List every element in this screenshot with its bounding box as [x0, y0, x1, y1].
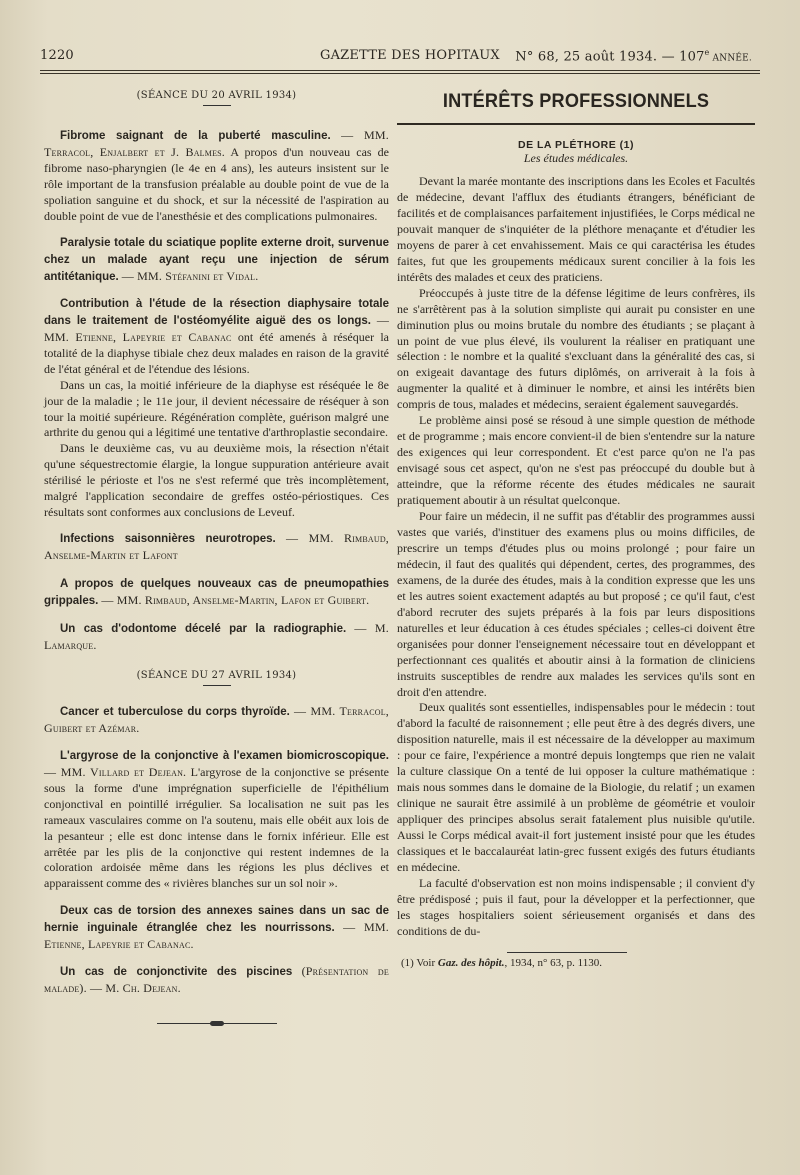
journal-title: GAZETTE DES HOPITAUX: [320, 48, 500, 63]
article-body: [397, 174, 755, 940]
page-number: 1220: [40, 48, 74, 63]
issue-info: N° 68, 25 août 1934. — 107e ANNÉE.: [515, 48, 752, 65]
session-heading-2: (SÉANCE DU 27 AVRIL 1934): [136, 670, 297, 682]
header-rule-bottom: [40, 73, 760, 74]
item-text: A propos d'un nouveau cas de fibrome naso-pharyngien (le 4e en 4 ans), les auteurs insistent sur le rôle important de la transfusion préalable au double point de vue de la spoliation sanguine et du shock, et sur la nécessité de l'aspiration au double point de vue de l'anesthésie et des complications pulmonaires.: [44, 144, 389, 223]
article-paragraph: Pour faire un médecin, il ne suffit pas d'établir des programmes aussi vastes que variés, d'instituer des examens plus ou moins difficiles, de prescrire un temps d'études plus ou moins prolongé ; pour faire un médecin, il faut des qualités qui dépendent, certes, des programmes, des examens, de la durée des études, mais à la condition expresse que les uns et les autres soient exactement adaptés au but proposé ; ce qu'il faut, c'est d'abord recruter des sujets préparés à la fois par leurs dispositions naturelles et leur éducation à ces études spéciales ; celles-ci doivent être organisées pour donner l'enseignement nécessaire tout en développant et perfectionnant ces qualités et aboutir ainsi à la formation de cliniciens instruits susceptibles de rendre aux malades les services qu'ils sont en droit d'en attendre.: [397, 509, 755, 699]
rubric-title: INTÉRÊTS PROFESSIONNELS: [442, 90, 710, 112]
item-authors: — MM. Stéfanini et Vidal.: [121, 269, 259, 284]
session-item: [44, 903, 389, 953]
left-column: [44, 84, 389, 1028]
session-item: [44, 621, 389, 654]
item-authors: — MM. Etienne, Lapeyrie et Cabanac: [44, 313, 390, 344]
item-title: L'argyrose de la conjonctive à l'examen biomicroscopique.: [60, 750, 389, 763]
article-paragraph: Préoccupés à juste titre de la défense légitime de leurs confrères, ils ne s'arrêtèrent pas à la solution simpliste qui aurait pu consister en une diminution plus ou moins brutale du nombre des étudiants ; se plaçant à un point de vue plus élevé, ils voulurent la réaliser en pratiquant une sélection : le nombre et la qualité s'excluant dans la généralité des cas, si on exigeait davantage des futurs diplômés, on arriverait à la fois à augmenter la qualité et à diminuer le nombre, et ainsi les intérêts bien compris de tous, malades et médecins, seraient également sauvegardés.: [397, 285, 755, 412]
article-subtitle: Les études médicales.: [523, 151, 629, 165]
right-column: [397, 84, 755, 969]
session-item: [44, 128, 389, 224]
session-rule: [203, 105, 231, 106]
rubric-rule: [397, 123, 755, 125]
item-title: Infections saisonnières neurotropes.: [60, 532, 276, 545]
session-heading: (SÉANCE DU 20 AVRIL 1934): [136, 90, 297, 101]
item-authors: — MM. Rimbaud, Anselme-Martin, Lafon et Guibert.: [101, 592, 370, 607]
session-item: [44, 964, 389, 997]
session-item: [44, 704, 389, 737]
article-paragraph: Deux qualités sont essentielles, indispensables pour le médecin : tout d'abord la faculté de raisonnement ; elle peut être à des degrés divers, une disposition naturelle, mais il est nécessaire de la développer au maximum : pour ce faire, l'expérience a montré depuis longtemps que rien ne valait la culture classique On a tenté de lui opposer la culture mathématique : mais nous sommes dans le domaine de la Biologie, du relatif ; un examen clinique ne saurait être assimilé à un problème de géométrie et vouloir appliquer des principes absolus serait fatalement plus nuisible qu'utile. Aussi le Corps médical avait-il fort justement insisté pour que les études classiques et le baccalauréat latin-grec fussent exigés des futurs étudiants en médecine.: [397, 700, 755, 874]
item-authors: — M. Lamarque.: [44, 621, 389, 653]
article-paragraph: Devant la marée montante des inscriptions dans les Ecoles et Facultés de médecine, devant l'afflux des étudiants étrangers, bénéficiant de facilités et de complaisances parfaitement injustifiées, le Corps médical ne pouvait manquer de s'inquiéter de la pléthore menaçante et d'étudier les moyens de parer à cet envahissement. Mais ce qui caractérisa les études faites, fut que les groupements médicaux surent concilier à la fois les intérêts des malades et ceux des praticiens.: [397, 174, 755, 284]
item-text: Dans le deuxième cas, vu au deuxième mois, la résection n'était qu'une séquestrectomie élargie, la longue suppuration antérieure avait stérilisé le périoste et l'os ne s'est refermé que très incomplètement, malgré l'application secondaire de greffes ostéo-périostiques. Ces résultats sont conformes aux conclusions de Leveuf.: [44, 441, 389, 519]
session-item: [44, 296, 389, 378]
item-title: Cancer et tuberculose du corps thyroïde.: [60, 706, 290, 719]
end-ornament: [44, 1009, 389, 1028]
item-title: Contribution à l'étude de la résection diaphysaire totale dans le traitement de l'ostéomyélite aiguë des os longs.: [44, 298, 389, 328]
item-title: A propos de quelques nouveaux cas de pneumopathies grippales.: [44, 577, 389, 607]
item-title: Deux cas de torsion des annexes saines dans un sac de hernie inguinale étranglée chez les nourrissons.: [44, 905, 389, 935]
session-item: [44, 531, 389, 564]
footnote-rule: [507, 952, 627, 953]
item-title: Un cas de conjonctivite des piscines: [60, 965, 293, 978]
session-rule-2: [203, 685, 231, 686]
item-title: Un cas d'odontome décelé par la radiographie.: [60, 623, 347, 636]
article-title: DE LA PLÉTHORE (1): [518, 139, 634, 151]
session-item: [44, 378, 389, 442]
item-authors: — MM. Etienne, Lapeyrie et Cabanac.: [44, 920, 389, 952]
item-text: Dans un cas, la moitié inférieure de la diaphyse est réséquée le 8e jour de la maladie ; le 11e jour, il devient nécessaire de réséquer à son tour la moitié supérieure. Régénération complète, guérison malgré une arthrite du genou qui a légitimé une tentative d'arthroplastie secondaire.: [44, 377, 389, 440]
page-header: [40, 44, 760, 68]
item-text: ont été amenés à réséquer la totalité de la diaphyse tibiale chez deux malades en raison de la gravité de l'état général et de l'étendue des lésions.: [44, 329, 389, 376]
session-item: [44, 441, 389, 521]
session-items: [44, 128, 389, 654]
header-rule-top: [40, 70, 760, 71]
footnote: (1) Voir Gaz. des hôpit., 1934, n° 63, p. 1130.: [401, 956, 602, 969]
session-items-2: [44, 704, 389, 997]
item-authors: — MM. Villard et Dejean.: [44, 765, 187, 779]
session-item: [44, 576, 389, 610]
item-text: L'argyrose de la conjonctive se présente sous la forme d'une imprégnation superficielle de l'épithélium conjonctival en pointillé irrégulier. Sa localisation ne suit pas les rameaux vasculaires comme on l'a soutenu, mais elle obéit aux lois de la pesanteur ; elle est donc intense dans le fornix inférieur. Elle est arrêtée par les plis de la conjonctive qui restent indemnes de la coloration ardoisée même dans les régions les plus déclives et apparaissent comme des « rivières blanches sur un sol noir ».: [44, 765, 389, 891]
item-authors: — MM. Terracol, Enjalbert et J. Balmes.: [44, 128, 389, 159]
item-authors: — MM. Terracol, Guibert et Azémar.: [44, 704, 389, 736]
session-item: [44, 235, 389, 286]
item-title: Fibrome saignant de la puberté masculine.: [60, 130, 331, 142]
article-paragraph: Le problème ainsi posé se résoud à une simple question de méthode et de programme ; mais encore convient-il de bien s'entendre sur la nature des exigences qui leur correspondent. Et c'est parce qu'on ne l'a pas envisagé sous cet aspect, qu'on ne s'est pas préoccupé du double but à atteindre, que la réforme récente des études médicales ne saurait pratiquement aboutir à un résultat quelconque.: [397, 413, 755, 508]
item-authors: (Présentation de malade). — M. Ch. Dejean.: [44, 963, 389, 995]
item-authors: — MM. Rimbaud, Anselme-Martin et Lafont: [44, 530, 389, 562]
article-paragraph: La faculté d'observation est non moins indispensable ; il convient d'y être prédisposé ; puis il faut, pour la développer et la perfectionner, que les stages hospitaliers soient sérieusement organisés et dans des conditions de du-: [397, 875, 755, 938]
session-item: [44, 748, 389, 892]
item-title: Paralysie totale du sciatique poplite externe droit, survenue chez un malade ayant reçu une injection de sérum antitétanique.: [44, 237, 389, 284]
